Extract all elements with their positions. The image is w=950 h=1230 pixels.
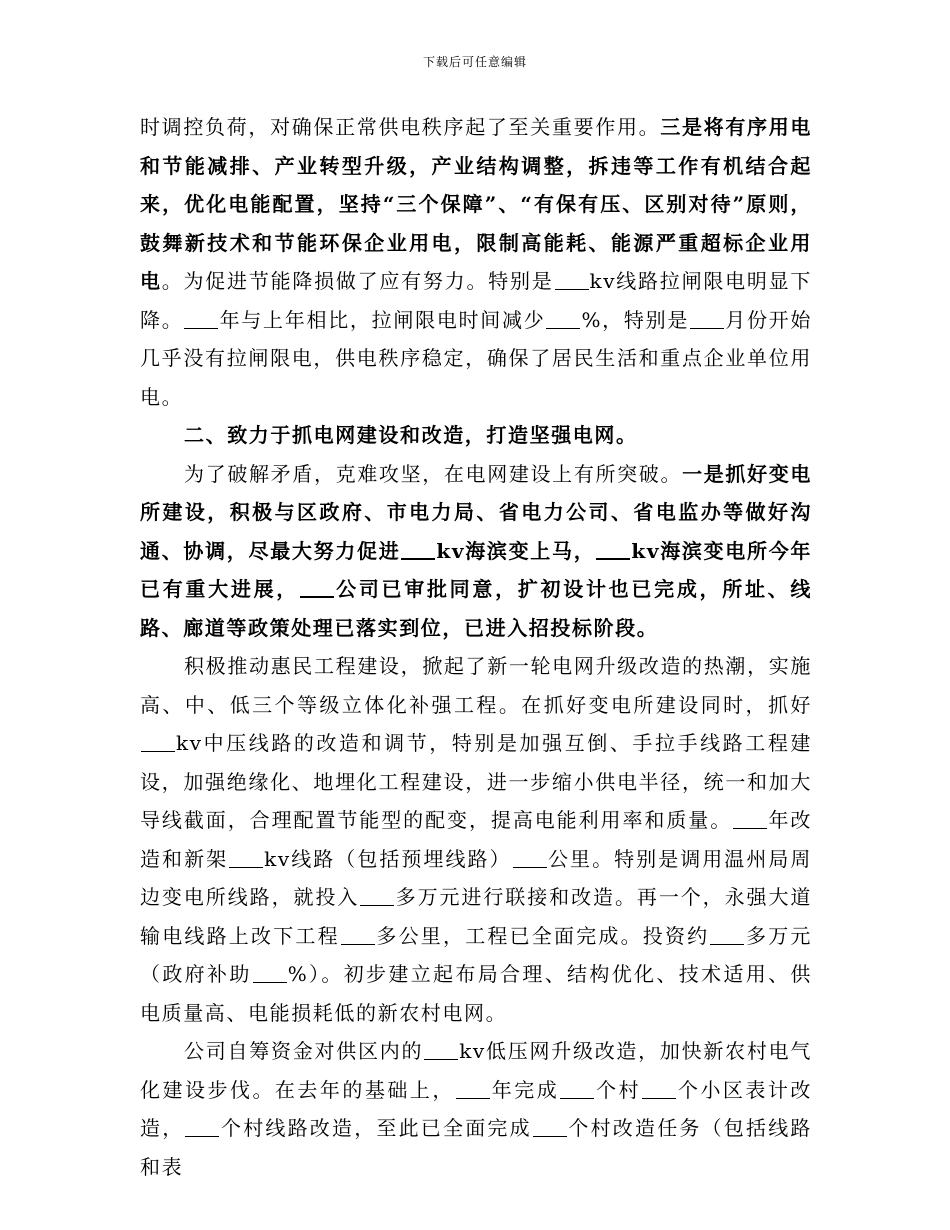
blank-line: [533, 1118, 567, 1137]
blank-line: [710, 926, 744, 945]
blank-line: [184, 310, 218, 329]
blank-run: [595, 539, 631, 563]
text-run: 个村线路改造，至此已全面完成: [220, 1116, 532, 1140]
blank-line: [141, 733, 175, 752]
page-header: 下载后可任意编辑: [422, 55, 527, 69]
text-run: 积极推动惠民工程建设，掀起了新一轮电网升级改造的热潮，实施高、中、低三个等级立体化补强工程。在抓好变电所建设同时，抓好: [140, 654, 812, 717]
blank-line: [555, 271, 589, 290]
blank-run: [400, 539, 436, 563]
text-run: 多万元（政府补助: [140, 923, 812, 986]
bold-text-run: kv海滨变上马，: [436, 538, 596, 563]
blank-run: [709, 924, 745, 948]
blank-run: [184, 1116, 220, 1140]
text-run: kv线路拉闸限电明显下降。: [140, 269, 812, 332]
paragraph: [140, 108, 812, 416]
text-run: 多万元进行联接和改造。再一个，永强大道输电线路上改下工程: [140, 885, 812, 948]
blank-line: [401, 540, 435, 560]
blank-line: [642, 1080, 676, 1099]
blank-run: [455, 1078, 491, 1102]
blank-run: [140, 731, 176, 755]
paragraph: [140, 455, 812, 648]
text-run: kv低压网升级改造，加快新农村电气化建设步伐。在去年的基础上，: [140, 1039, 812, 1102]
text-run: 年完成: [490, 1077, 560, 1102]
bold-text-run: 一是抓好变电所建设，积极与区政府、市电力局、省电力公司、省电监办等做好沟通、协调，尽最大努力促进: [140, 461, 812, 563]
text-run: 公里。特别是调用温州局周边变电所线路，就投入: [140, 846, 813, 909]
text-run: %，特别是: [581, 307, 690, 332]
blank-line: [513, 849, 547, 868]
text-run: 个村: [595, 1077, 642, 1102]
blank-line: [185, 1118, 219, 1137]
blank-run: [545, 308, 581, 332]
blank-line: [596, 540, 630, 560]
bold-text-run: 二、致力于抓电网建设和改造，打造坚强电网。: [184, 423, 638, 447]
blank-line: [424, 1041, 458, 1060]
text-run: kv中压线路的改造和调节，特别是加强互倒、手拉手线路工程建设，加强绝缘化、地埋化工程建设，进一步缩小供电半径，统一和加大导线截面，合理配置节能型的配变，提高电能利用率和质量。: [140, 731, 812, 832]
text-run: 个村改造任务（包括线路和表: [140, 1116, 812, 1179]
document-body: [140, 108, 812, 1186]
blank-run: [228, 847, 264, 871]
text-run: %）。初步建立起布局合理、结构优化、技术适用、供电质量高、电能损耗低的新农村电网。: [140, 962, 813, 1025]
paragraph: [140, 416, 812, 455]
paragraph: [140, 1032, 812, 1186]
blank-line: [253, 964, 287, 983]
blank-run: [340, 924, 376, 948]
blank-run: [732, 808, 768, 832]
text-run: 。为促进节能降损做了应有努力。特别是: [161, 269, 554, 293]
text-run: 为了破解矛盾，克难攻坚，在电网建设上有所突破。: [184, 461, 683, 486]
blank-run: [641, 1078, 677, 1102]
blank-run: [554, 269, 590, 293]
blank-line: [360, 887, 394, 906]
blank-run: [299, 577, 335, 601]
blank-line: [229, 849, 263, 868]
blank-run: [512, 847, 548, 871]
text-run: 年与上年相比，拉闸限电时间减少: [219, 307, 546, 332]
blank-run: [252, 962, 288, 986]
blank-line: [690, 310, 724, 329]
bold-text-run: 公司已审批同意，扩初设计也已完成，所址、线路、廊道等政策处理已落实到位，已进入招投标阶段。: [140, 577, 812, 640]
paragraph: [140, 647, 812, 1032]
blank-run: [359, 885, 395, 909]
blank-run: [559, 1078, 595, 1102]
blank-line: [546, 310, 580, 329]
text-run: 多公里，工程已全面完成。投资约: [375, 923, 710, 948]
blank-line: [560, 1080, 594, 1099]
text-run: kv线路（包括预埋线路）: [264, 846, 512, 871]
blank-line: [300, 578, 334, 598]
blank-line: [341, 926, 375, 945]
blank-line: [456, 1080, 490, 1099]
text-run: 个小区表计改造，: [140, 1077, 812, 1140]
blank-run: [423, 1039, 459, 1063]
text-run: 年改造和新架: [140, 808, 813, 871]
text-run: 时调控负荷，对确保正常供电秩序起了至关重要作用。: [140, 115, 661, 139]
bold-text-run: kv海滨变电所今年已有重大进展，: [140, 538, 813, 601]
blank-line: [733, 810, 767, 829]
blank-run: [689, 308, 725, 332]
blank-run: [183, 308, 219, 332]
text-run: 公司自筹资金对供区内的: [184, 1039, 424, 1063]
text-run: 月份开始几乎没有拉闸限电，供电秩序稳定，确保了居民生活和重点企业单位用电。: [140, 307, 812, 409]
blank-run: [532, 1116, 568, 1140]
bold-text-run: 三是将有序用电和节能减排、产业转型升级，产业结构调整，拆违等工作有机结合起来，优化电能配置，坚持“三个保障”、“有保有压、区别对待”原则，鼓舞新技术和节能环保企业用电，限制高能耗、能源严重超标企业用电: [140, 115, 812, 293]
